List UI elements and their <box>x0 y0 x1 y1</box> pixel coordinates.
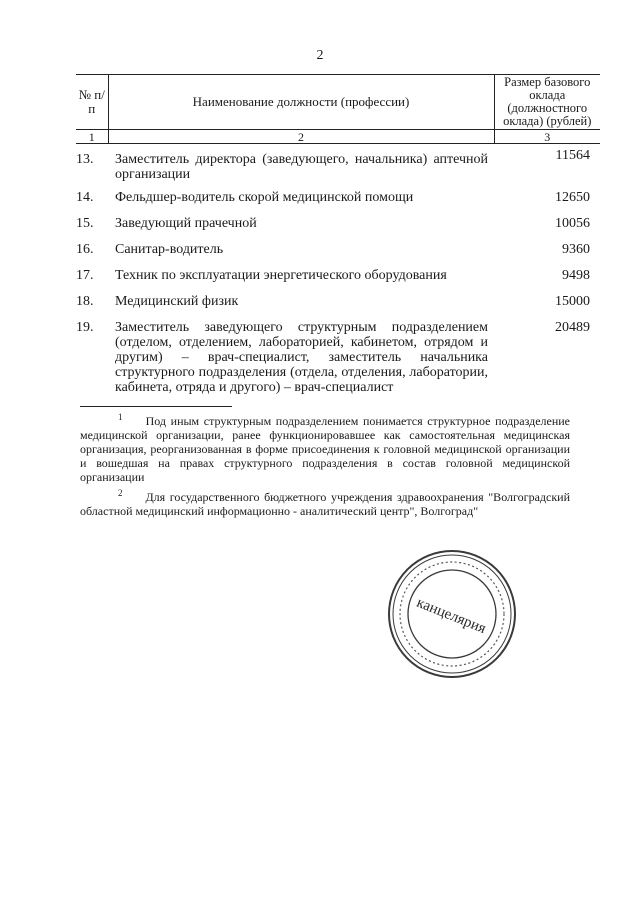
table-row <box>76 144 600 190</box>
footnote-1 <box>80 410 570 484</box>
table-row <box>76 242 600 268</box>
column-index: 1 <box>76 130 108 144</box>
page-number: 2 <box>316 48 324 63</box>
row-position-name: Санитар-водитель <box>115 241 224 257</box>
header-position-name: Наименование должности (профессии) <box>108 75 494 130</box>
column-index-row <box>76 130 600 144</box>
row-number: 14. <box>76 189 94 205</box>
salary-table <box>76 74 600 395</box>
row-number: 18. <box>76 293 94 309</box>
header-salary-size: Размер базового оклада (должностного оклада) (рублей) <box>494 75 600 130</box>
header-number: № п/п <box>76 75 108 130</box>
table-row <box>76 268 600 294</box>
footnote-separator <box>80 406 232 407</box>
row-salary-value: 9498 <box>562 267 590 283</box>
row-position-name: Заведующий прачечной <box>115 215 257 231</box>
office-stamp <box>386 548 518 680</box>
footnote-2-mark: 2 <box>118 488 123 498</box>
row-salary-value: 20489 <box>555 319 590 335</box>
row-number: 17. <box>76 267 94 283</box>
footnote-1-mark: 1 <box>118 412 123 422</box>
table-row <box>76 216 600 242</box>
row-position-name: Медицинский физик <box>115 293 239 309</box>
row-position-name: Заместитель заведующего структурным подразделением (отделом, отделением, лабораторией, кабинетом, отрядом и другим) – врач-специалист, заместитель начальника структурного подразделения (отдела, отделения, лаборатории, кабинета, отряда и другого) – врач-специалист <box>115 319 488 395</box>
row-position-name: Фельдшер-водитель скорой медицинской помощи <box>115 189 414 205</box>
column-index: 2 <box>108 130 494 144</box>
row-number: 13. <box>76 152 94 167</box>
row-salary-value: 12650 <box>555 189 590 205</box>
table-row <box>76 320 600 395</box>
row-position-name: Заместитель директора (заведующего, начальника) аптечной организации <box>115 152 488 182</box>
row-position-name: Техник по эксплуатации энергетического оборудования <box>115 267 447 283</box>
row-salary-value: 10056 <box>555 215 590 231</box>
row-number: 15. <box>76 215 94 231</box>
footnote-2 <box>80 486 570 518</box>
row-number: 16. <box>76 241 94 257</box>
row-salary-value: 11564 <box>555 148 590 163</box>
table-row <box>76 190 600 216</box>
row-number: 19. <box>76 319 94 335</box>
footnote-2-text: Для государственного бюджетного учреждения здравоохранения "Волгоградский областной медицинский информационно - аналитический центр", Волгоград" <box>80 490 570 518</box>
stamp-center-text: канцелярия <box>414 594 489 637</box>
column-index: 3 <box>494 130 600 144</box>
table-header-row <box>76 75 600 130</box>
table-row <box>76 294 600 320</box>
row-salary-value: 15000 <box>555 293 590 309</box>
row-salary-value: 9360 <box>562 241 590 257</box>
footnote-1-text: Под иным структурным подразделением понимается структурное подразделение медицинской организации, ранее функционировавшее как самостоятельная медицинская организация, реорганизованная в форме присоединения к головной медицинской организации и вошедшая на правах структурного подразделения в состав головной медицинской организации <box>80 414 571 484</box>
